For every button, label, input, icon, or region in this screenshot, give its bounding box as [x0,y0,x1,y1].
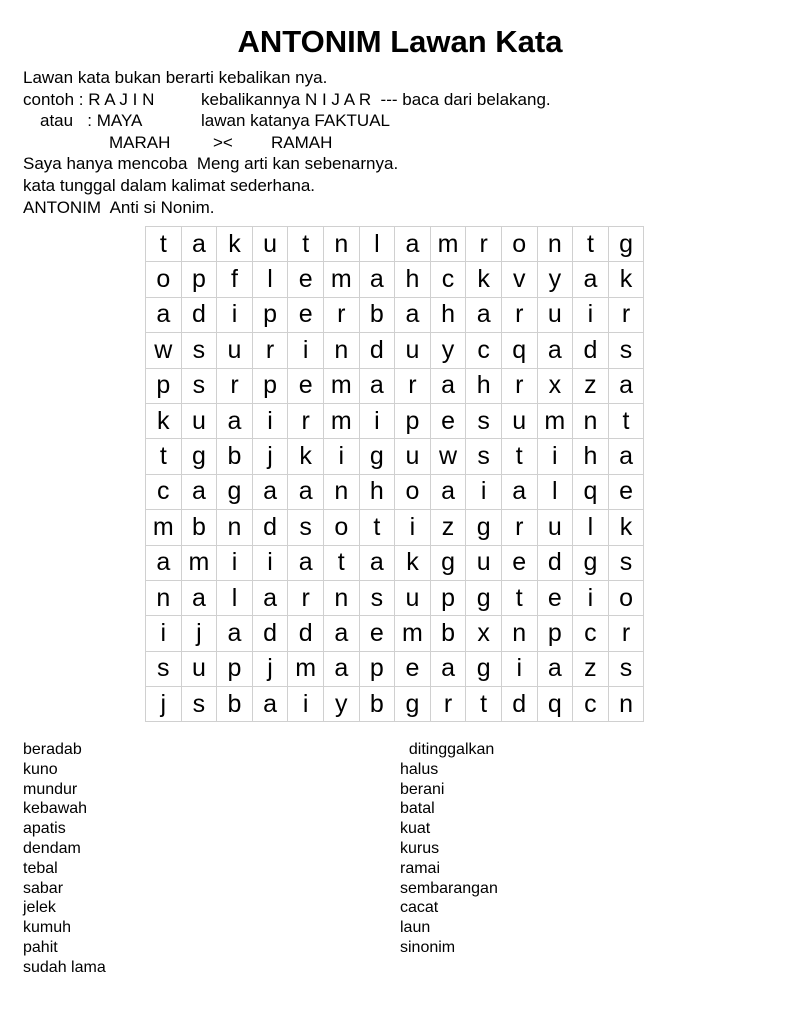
grid-cell: i [573,580,609,615]
grid-cell: d [288,616,324,651]
grid-cell: u [395,439,431,474]
grid-cell: g [359,439,395,474]
grid-cell: u [181,651,217,686]
grid-cell: g [395,687,431,722]
grid-cell: r [430,687,466,722]
grid-cell: p [217,651,253,686]
word-list-item: kuat [400,820,431,838]
grid-cell: s [466,403,502,438]
grid-cell: t [573,227,609,262]
word-list-item: ditinggalkan [400,741,495,758]
grid-cell: r [501,368,537,403]
grid-cell: b [217,687,253,722]
grid-cell: s [466,439,502,474]
grid-cell: n [323,227,359,262]
grid-cell: p [537,616,573,651]
grid-cell: a [359,545,395,580]
grid-cell: f [217,262,253,297]
word-list-item: sinonim [400,938,456,956]
grid-cell: p [181,262,217,297]
grid-cell: b [181,510,217,545]
grid-cell: l [573,510,609,545]
grid-cell: a [395,227,431,262]
grid-cell: h [430,297,466,332]
grid-cell: v [501,262,537,297]
word-list-item: pahit [23,938,58,956]
grid-cell: d [573,333,609,368]
grid-cell: t [288,227,324,262]
grid-cell: w [430,439,466,474]
grid-cell: l [252,262,288,297]
grid-cell: g [573,545,609,580]
grid-cell: c [466,333,502,368]
grid-cell: n [537,227,573,262]
word-list-item: tebal [23,859,58,877]
word-list-right [400,740,498,958]
grid-cell: m [537,403,573,438]
grid-cell: p [430,580,466,615]
grid-cell: k [288,439,324,474]
grid-cell: m [395,616,431,651]
grid-cell: u [395,580,431,615]
grid-cell: k [146,403,182,438]
grid-cell: o [608,580,644,615]
grid-cell: g [466,651,502,686]
intro-line-1: Lawan kata bukan berarti kebalikan nya. [23,68,328,87]
grid-cell: c [573,616,609,651]
grid-row [146,297,644,332]
grid-cell: p [395,403,431,438]
grid-row [146,616,644,651]
grid-cell: k [217,227,253,262]
grid-cell: i [466,474,502,509]
grid-cell: m [288,651,324,686]
grid-cell: e [395,651,431,686]
grid-cell: u [537,297,573,332]
word-list-item: sembarangan [400,879,498,897]
grid-cell: s [288,510,324,545]
grid-cell: i [323,439,359,474]
grid-cell: h [573,439,609,474]
grid-cell: t [359,510,395,545]
word-list-item: berani [400,780,445,798]
grid-cell: t [323,545,359,580]
grid-cell: a [181,474,217,509]
grid-cell: q [573,474,609,509]
word-list-item: sabar [23,879,64,897]
grid-cell: i [252,545,288,580]
grid-cell: d [252,510,288,545]
grid-cell: l [217,580,253,615]
grid-cell: s [608,651,644,686]
grid-cell: k [466,262,502,297]
grid-cell: h [466,368,502,403]
grid-cell: l [537,474,573,509]
grid-cell: i [252,403,288,438]
grid-cell: u [501,403,537,438]
intro-text [23,67,783,218]
grid-cell: t [501,580,537,615]
grid-cell: e [288,297,324,332]
grid-cell: g [181,439,217,474]
example-marah: MARAH [109,132,171,152]
grid-cell: a [323,651,359,686]
grid-cell: u [537,510,573,545]
grid-cell: i [146,616,182,651]
intro-line [23,175,783,197]
word-list-item: apatis [23,820,66,838]
grid-cell: y [537,262,573,297]
grid-cell: r [608,297,644,332]
word-list-item: kurus [400,839,440,857]
grid-cell: i [288,333,324,368]
example-ramah: RAMAH [271,132,333,152]
grid-cell: a [181,580,217,615]
grid-cell: e [359,616,395,651]
grid-cell: a [466,297,502,332]
grid-cell: m [323,368,359,403]
grid-cell: a [146,545,182,580]
grid-cell: d [501,687,537,722]
grid-cell: h [359,474,395,509]
example-maya-antonym: lawan katanya FAKTUAL [201,111,390,131]
grid-cell: e [608,474,644,509]
grid-row [146,368,644,403]
grid-cell: a [217,616,253,651]
grid-cell: m [323,262,359,297]
grid-cell: n [323,580,359,615]
grid-cell: n [323,474,359,509]
intro-line [23,110,783,132]
grid-cell: n [217,510,253,545]
grid-cell: j [252,439,288,474]
grid-cell: w [146,333,182,368]
grid-cell: r [501,510,537,545]
grid-cell: d [537,545,573,580]
grid-cell: k [608,510,644,545]
grid-cell: s [181,368,217,403]
word-list-item: ramai [400,859,441,877]
grid-cell: n [146,580,182,615]
grid-cell: n [501,616,537,651]
grid-cell: a [288,545,324,580]
intro-line-6: kata tunggal dalam kalimat sederhana. [23,175,316,195]
grid-cell: t [466,687,502,722]
grid-row [146,262,644,297]
grid-cell: t [146,439,182,474]
grid-cell: x [537,368,573,403]
grid-row [146,227,644,262]
grid-cell: a [395,297,431,332]
grid-cell: s [608,333,644,368]
grid-cell: a [537,333,573,368]
grid-cell: r [323,297,359,332]
grid-cell: r [395,368,431,403]
grid-cell: p [252,368,288,403]
grid-cell: a [146,297,182,332]
word-list-item: halus [400,760,439,778]
grid-cell: m [146,510,182,545]
word-list-item: kuno [23,760,58,778]
grid-cell: q [537,687,573,722]
grid-cell: s [181,333,217,368]
grid-cell: c [146,474,182,509]
grid-cell: c [430,262,466,297]
grid-cell: u [466,545,502,580]
grid-cell: r [608,616,644,651]
grid-cell: m [323,403,359,438]
grid-cell: o [501,227,537,262]
grid-row [146,439,644,474]
grid-row [146,333,644,368]
grid-cell: p [359,651,395,686]
grid-cell: r [501,297,537,332]
grid-cell: c [573,687,609,722]
grid-cell: n [573,403,609,438]
word-search-grid [145,226,644,722]
grid-cell: a [430,474,466,509]
grid-cell: j [252,651,288,686]
grid-cell: s [146,651,182,686]
grid-cell: e [288,262,324,297]
grid-cell: r [288,403,324,438]
grid-cell: e [537,580,573,615]
grid-cell: r [288,580,324,615]
intro-line [23,197,783,219]
example-rajin-reversed: kebalikannya N I J A R --- baca dari belakang. [201,89,551,109]
grid-cell: r [466,227,502,262]
word-list-item: jelek [23,899,56,917]
intro-line-5: Saya hanya mencoba Meng arti kan sebenarnya. [23,154,399,174]
grid-cell: i [573,297,609,332]
grid-cell: l [359,227,395,262]
grid-cell: p [252,297,288,332]
grid-cell: b [359,297,395,332]
word-list-item: kebawah [23,800,88,818]
grid-cell: z [573,651,609,686]
grid-cell: s [608,545,644,580]
grid-cell: j [181,616,217,651]
grid-cell: g [608,227,644,262]
example-maya: atau : MAYA [40,111,143,131]
grid-cell: h [395,262,431,297]
word-list-left [23,740,106,978]
grid-cell: e [501,545,537,580]
grid-cell: y [430,333,466,368]
intro-line [23,153,783,175]
grid-cell: d [252,616,288,651]
grid-cell: i [288,687,324,722]
grid-cell: o [323,510,359,545]
grid-cell: i [395,510,431,545]
grid-cell: n [323,333,359,368]
grid-cell: b [430,616,466,651]
grid-row [146,651,644,686]
grid-cell: s [181,687,217,722]
grid-row [146,687,644,722]
grid-cell: a [323,616,359,651]
grid-cell: a [252,474,288,509]
grid-cell: s [359,580,395,615]
grid-cell: z [430,510,466,545]
grid-cell: e [430,403,466,438]
grid-cell: a [181,227,217,262]
grid-cell: m [181,545,217,580]
grid-row [146,545,644,580]
grid-cell: a [608,368,644,403]
word-list-item: cacat [400,899,439,917]
grid-cell: o [146,262,182,297]
grid-cell: a [430,368,466,403]
grid-cell: r [252,333,288,368]
grid-cell: d [359,333,395,368]
grid-cell: k [608,262,644,297]
grid-cell: t [501,439,537,474]
word-list-item: sudah lama [23,958,106,976]
word-list-item: mundur [23,780,78,798]
intro-line [23,89,783,111]
grid-cell: k [395,545,431,580]
grid-cell: i [217,545,253,580]
grid-cell: j [146,687,182,722]
grid-cell: g [430,545,466,580]
grid-cell: g [466,580,502,615]
grid-cell: u [217,333,253,368]
grid-cell: a [252,687,288,722]
example-rajin: contoh : R A J I N [23,89,155,109]
grid-cell: o [395,474,431,509]
grid-cell: i [537,439,573,474]
word-list-item: dendam [23,839,81,857]
grid-cell: t [146,227,182,262]
grid-cell: r [217,368,253,403]
grid-cell: a [359,262,395,297]
grid-cell: a [501,474,537,509]
grid-cell: a [608,439,644,474]
grid-cell: a [573,262,609,297]
grid-cell: q [501,333,537,368]
grid-row [146,580,644,615]
grid-cell: b [359,687,395,722]
grid-cell: a [359,368,395,403]
grid-cell: u [181,403,217,438]
grid-cell: b [217,439,253,474]
grid-cell: p [146,368,182,403]
intro-line [23,132,783,154]
grid-cell: a [252,580,288,615]
grid-cell: i [217,297,253,332]
grid-cell: a [217,403,253,438]
grid-cell: i [359,403,395,438]
grid-cell: a [288,474,324,509]
grid-cell: a [430,651,466,686]
grid-cell: a [537,651,573,686]
grid-cell: x [466,616,502,651]
grid-cell: u [395,333,431,368]
grid-cell: n [608,687,644,722]
grid-cell: g [466,510,502,545]
word-list-item: kumuh [23,919,72,937]
word-list-item: laun [400,919,431,937]
intro-line-7: ANTONIM Anti si Nonim. [23,197,215,217]
grid-cell: i [501,651,537,686]
grid-row [146,403,644,438]
grid-cell: g [217,474,253,509]
word-list-item: beradab [23,741,82,758]
grid-cell: u [252,227,288,262]
grid-cell: y [323,687,359,722]
grid-cell: z [573,368,609,403]
grid-row [146,474,644,509]
page-title: ANTONIM Lawan Kata [237,24,563,59]
word-list-item: batal [400,800,435,818]
intro-line [23,67,783,89]
grid-cell: e [288,368,324,403]
grid-row [146,510,644,545]
grid-cell: t [608,403,644,438]
grid-cell: d [181,297,217,332]
example-vs-symbol: >< [213,132,233,152]
grid-cell: m [430,227,466,262]
